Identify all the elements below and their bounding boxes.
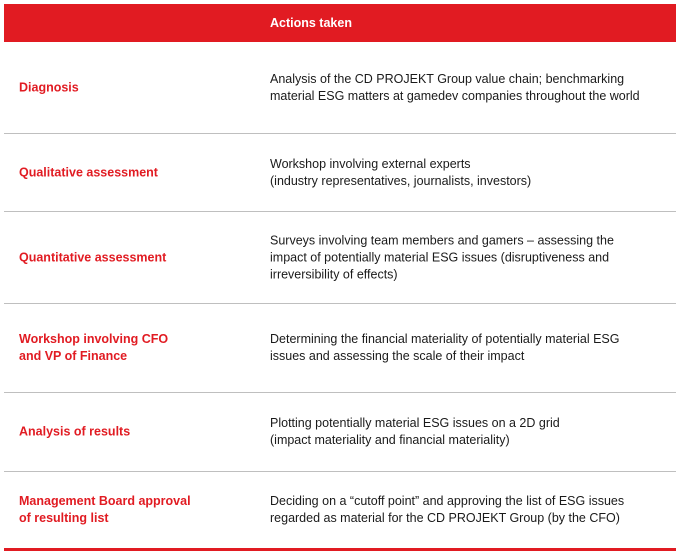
action-line: material ESG matters at gamedev companies throughout the world — [270, 88, 640, 103]
step-line: Analysis of results — [19, 424, 131, 439]
action-line: Surveys involving team members and gamers – assessing the — [270, 233, 614, 247]
step-label — [19, 249, 249, 266]
header-actions-taken: Actions taken — [270, 16, 352, 30]
action-text — [270, 493, 670, 527]
action-text — [270, 156, 670, 190]
step-label — [19, 164, 249, 181]
action-line: regarded as material for the CD PROJEKT Group (by the CFO) — [270, 511, 620, 525]
action-line: (industry representatives, journalists, investors) — [270, 173, 532, 188]
table-row-quantitative — [4, 212, 676, 304]
action-line: impact of potentially material ESG issues (disruptiveness and — [270, 250, 610, 264]
action-text — [270, 232, 670, 283]
table-header — [4, 4, 676, 42]
step-line: Qualitative assessment — [19, 165, 158, 179]
table-row-workshop-cfo — [4, 304, 676, 393]
materiality-process-table — [4, 4, 676, 551]
action-line: (impact materiality and financial materiality) — [270, 433, 510, 447]
table-row-analysis — [4, 393, 676, 472]
step-label — [19, 493, 249, 527]
step-line: of resulting list — [19, 511, 109, 525]
step-line: and VP of Finance — [19, 349, 128, 363]
action-line: Analysis of the CD PROJEKT Group value chain; benchmarking — [270, 71, 625, 86]
step-line: Management Board approval — [19, 494, 191, 508]
action-line: irreversibility of effects) — [270, 267, 398, 281]
step-line: Quantitative assessment — [19, 250, 167, 264]
action-text — [270, 415, 670, 449]
action-text — [270, 71, 670, 105]
table-row-board-approval — [4, 472, 676, 551]
action-line: Plotting potentially material ESG issues on a 2D grid — [270, 416, 560, 430]
step-line: Workshop involving CFO — [19, 332, 169, 346]
step-label — [19, 331, 249, 365]
action-line: issues and assessing the scale of their impact — [270, 349, 525, 363]
action-text — [270, 331, 670, 365]
action-line: Workshop involving external experts — [270, 156, 471, 171]
action-line: Deciding on a “cutoff point” and approving the list of ESG issues — [270, 494, 625, 508]
step-label — [19, 424, 249, 441]
table-row-qualitative — [4, 134, 676, 212]
step-label — [19, 79, 249, 96]
step-line: Diagnosis — [19, 80, 79, 94]
action-line: Determining the financial materiality of potentially material ESG — [270, 332, 620, 346]
table-row-diagnosis — [4, 42, 676, 134]
